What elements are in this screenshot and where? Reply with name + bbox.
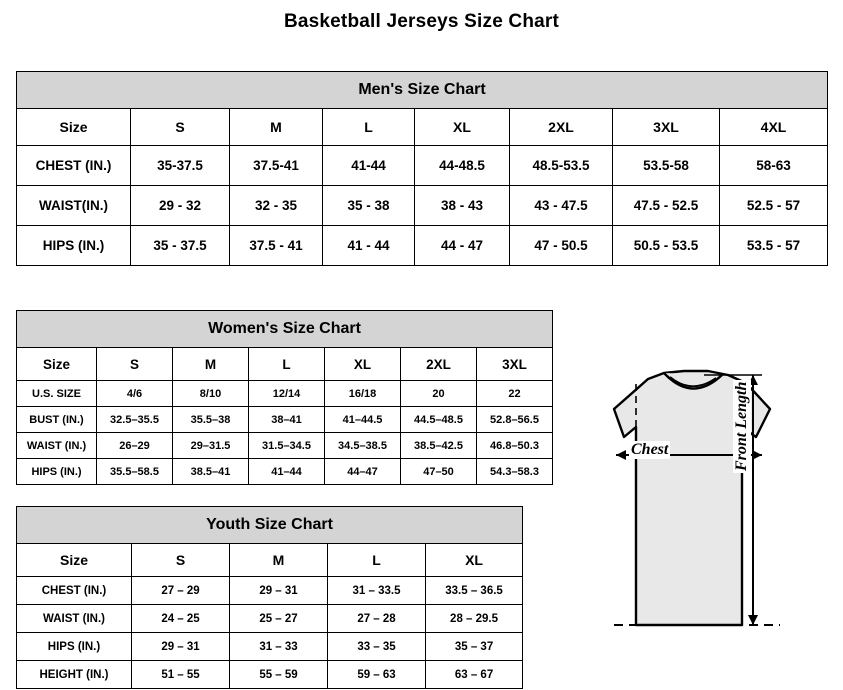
mens-chest-xl: 44-48.5 [415, 146, 510, 186]
youth-chest-xl: 33.5 – 36.5 [426, 577, 523, 605]
youth-height-l: 59 – 63 [328, 661, 426, 689]
table-row [17, 633, 523, 661]
womens-size-chart-table [16, 310, 553, 485]
womens-us-xl: 16/18 [325, 381, 401, 407]
jersey-outline-icon [556, 363, 836, 681]
mens-waist-2xl: 43 - 47.5 [510, 186, 613, 226]
youth-row-label-chest: CHEST (IN.) [17, 577, 132, 605]
womens-hips-l: 41–44 [249, 459, 325, 485]
table-row [17, 433, 553, 459]
mens-chest-3xl: 53.5-58 [613, 146, 720, 186]
page-title: Basketball Jerseys Size Chart [283, 11, 560, 32]
youth-row-label-waist: WAIST (IN.) [17, 605, 132, 633]
youth-waist-xl: 28 – 29.5 [426, 605, 523, 633]
womens-col-m: M [173, 348, 249, 381]
mens-hips-m: 37.5 - 41 [230, 226, 323, 266]
youth-hips-xl: 35 – 37 [426, 633, 523, 661]
womens-bust-2xl: 44.5–48.5 [401, 407, 477, 433]
youth-col-l: L [328, 544, 426, 577]
womens-us-s: 4/6 [97, 381, 173, 407]
mens-hips-2xl: 47 - 50.5 [510, 226, 613, 266]
youth-row-label-hips: HIPS (IN.) [17, 633, 132, 661]
mens-waist-l: 35 - 38 [323, 186, 415, 226]
womens-bust-3xl: 52.8–56.5 [477, 407, 553, 433]
mens-chest-2xl: 48.5-53.5 [510, 146, 613, 186]
mens-table-header-row [17, 109, 828, 146]
youth-row-label-height: HEIGHT (IN.) [17, 661, 132, 689]
youth-height-xl: 63 – 67 [426, 661, 523, 689]
youth-hips-l: 33 – 35 [328, 633, 426, 661]
womens-col-2xl: 2XL [401, 348, 477, 381]
mens-table-banner: Men's Size Chart [17, 72, 828, 109]
womens-hips-m: 38.5–41 [173, 459, 249, 485]
mens-hips-3xl: 50.5 - 53.5 [613, 226, 720, 266]
womens-us-2xl: 20 [401, 381, 477, 407]
womens-bust-xl: 41–44.5 [325, 407, 401, 433]
youth-hips-m: 31 – 33 [230, 633, 328, 661]
womens-row-label-bust: BUST (IN.) [17, 407, 97, 433]
table-row [17, 459, 553, 485]
mens-waist-4xl: 52.5 - 57 [720, 186, 828, 226]
table-row [17, 381, 553, 407]
youth-table-header-row [17, 544, 523, 577]
chest-arrow-left [616, 450, 626, 460]
womens-row-label-us-size: U.S. SIZE [17, 381, 97, 407]
womens-table-header-row [17, 348, 553, 381]
womens-us-m: 8/10 [173, 381, 249, 407]
table-row [17, 146, 828, 186]
youth-height-m: 55 – 59 [230, 661, 328, 689]
mens-waist-xl: 38 - 43 [415, 186, 510, 226]
youth-waist-l: 27 – 28 [328, 605, 426, 633]
youth-col-s: S [132, 544, 230, 577]
womens-hips-s: 35.5–58.5 [97, 459, 173, 485]
youth-waist-s: 24 – 25 [132, 605, 230, 633]
table-row [17, 407, 553, 433]
table-row [17, 577, 523, 605]
womens-col-3xl: 3XL [477, 348, 553, 381]
youth-height-s: 51 – 55 [132, 661, 230, 689]
table-row [17, 186, 828, 226]
womens-waist-3xl: 46.8–50.3 [477, 433, 553, 459]
youth-chest-m: 29 – 31 [230, 577, 328, 605]
mens-col-s: S [131, 109, 230, 146]
mens-col-xl: XL [415, 109, 510, 146]
womens-col-s: S [97, 348, 173, 381]
mens-col-3xl: 3XL [613, 109, 720, 146]
mens-waist-3xl: 47.5 - 52.5 [613, 186, 720, 226]
mens-col-4xl: 4XL [720, 109, 828, 146]
womens-waist-m: 29–31.5 [173, 433, 249, 459]
front-length-label: Front Length [733, 381, 750, 471]
youth-chest-l: 31 – 33.5 [328, 577, 426, 605]
youth-size-chart-table [16, 506, 523, 689]
mens-waist-s: 29 - 32 [131, 186, 230, 226]
womens-hips-3xl: 54.3–58.3 [477, 459, 553, 485]
womens-waist-l: 31.5–34.5 [249, 433, 325, 459]
mens-row-label-hips: HIPS (IN.) [17, 226, 131, 266]
youth-chest-s: 27 – 29 [132, 577, 230, 605]
womens-bust-s: 32.5–35.5 [97, 407, 173, 433]
mens-size-chart-table [16, 71, 828, 266]
mens-chest-m: 37.5-41 [230, 146, 323, 186]
womens-hips-2xl: 47–50 [401, 459, 477, 485]
mens-chest-s: 35-37.5 [131, 146, 230, 186]
mens-hips-xl: 44 - 47 [415, 226, 510, 266]
womens-us-3xl: 22 [477, 381, 553, 407]
jersey-measurement-diagram [556, 363, 836, 681]
womens-col-l: L [249, 348, 325, 381]
womens-bust-l: 38–41 [249, 407, 325, 433]
womens-us-l: 12/14 [249, 381, 325, 407]
mens-col-size: Size [17, 109, 131, 146]
front-length-arrow-bottom [748, 615, 758, 625]
chest-label: Chest [631, 441, 669, 458]
table-row [17, 605, 523, 633]
mens-hips-4xl: 53.5 - 57 [720, 226, 828, 266]
womens-col-xl: XL [325, 348, 401, 381]
womens-waist-xl: 34.5–38.5 [325, 433, 401, 459]
youth-waist-m: 25 – 27 [230, 605, 328, 633]
youth-col-size: Size [17, 544, 132, 577]
womens-waist-2xl: 38.5–42.5 [401, 433, 477, 459]
womens-bust-m: 35.5–38 [173, 407, 249, 433]
mens-col-2xl: 2XL [510, 109, 613, 146]
womens-row-label-hips: HIPS (IN.) [17, 459, 97, 485]
mens-hips-s: 35 - 37.5 [131, 226, 230, 266]
mens-row-label-chest: CHEST (IN.) [17, 146, 131, 186]
youth-col-m: M [230, 544, 328, 577]
mens-col-l: L [323, 109, 415, 146]
womens-col-size: Size [17, 348, 97, 381]
mens-chest-l: 41-44 [323, 146, 415, 186]
mens-row-label-waist: WAIST(IN.) [17, 186, 131, 226]
youth-col-xl: XL [426, 544, 523, 577]
mens-chest-4xl: 58-63 [720, 146, 828, 186]
womens-row-label-waist: WAIST (IN.) [17, 433, 97, 459]
womens-table-banner: Women's Size Chart [17, 311, 553, 348]
table-row [17, 226, 828, 266]
table-row [17, 661, 523, 689]
youth-hips-s: 29 – 31 [132, 633, 230, 661]
mens-col-m: M [230, 109, 323, 146]
youth-table-banner: Youth Size Chart [17, 507, 523, 544]
womens-hips-xl: 44–47 [325, 459, 401, 485]
mens-waist-m: 32 - 35 [230, 186, 323, 226]
mens-hips-l: 41 - 44 [323, 226, 415, 266]
womens-waist-s: 26–29 [97, 433, 173, 459]
